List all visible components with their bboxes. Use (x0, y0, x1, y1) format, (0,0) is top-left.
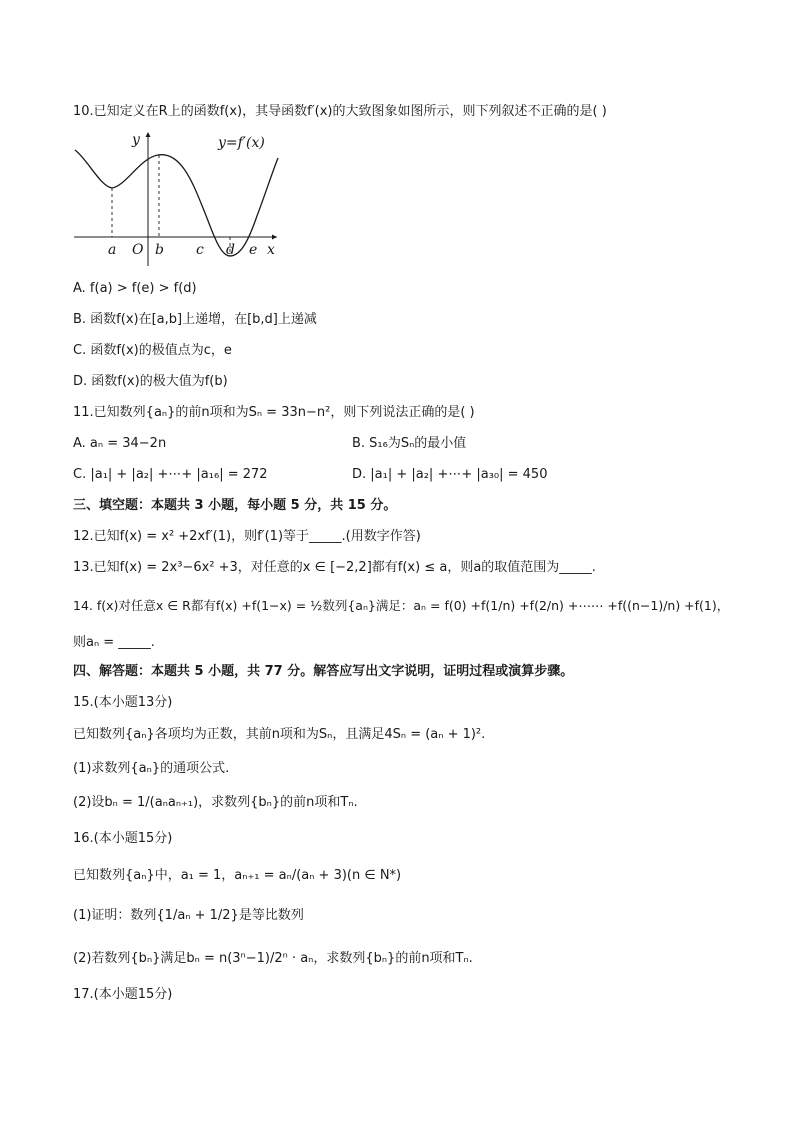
tick-label-b: b (155, 242, 164, 258)
curve-label: y=f′(x) (218, 135, 265, 151)
x-axis-arrow (272, 235, 277, 240)
question-13: 13.已知f(x) = 2x³−6x² +3，对任意的x ∈ [−2,2]都有f(x) ≤ a，则a的取值范围为_____. (73, 560, 596, 575)
derivative-curve (75, 150, 278, 256)
section-4-heading: 四、解答题：本题共 5 小题，共 77 分。解答应写出文字说明，证明过程或演算步骤。 (73, 664, 574, 679)
question-11-stem: 11.已知数列{aₙ}的前n项和为Sₙ = 33n−n²，则下列说法正确的是( ) (73, 405, 475, 420)
tick-label-e: e (249, 242, 258, 258)
question-10-option-a: A. f(a) > f(e) > f(d) (73, 281, 197, 296)
question-11-option-d: D. |a₁| + |a₂| +⋯+ |a₃₀| = 450 (352, 467, 548, 482)
question-15-header: 15.(本小题13分) (73, 695, 173, 710)
question-16-part-1: (1)证明：数列{1/aₙ + 1/2}是等比数列 (73, 908, 304, 923)
question-16-part-2: (2)若数列{bₙ}满足bₙ = n(3ⁿ−1)/2ⁿ · aₙ，求数列{bₙ}的前n项和Tₙ. (73, 951, 473, 966)
section-3-heading: 三、填空题：本题共 3 小题，每小题 5 分，共 15 分。 (73, 498, 397, 513)
tick-label-origin: O (132, 242, 144, 258)
question-10-option-b: B. 函数f(x)在[a,b]上递增，在[b,d]上递减 (73, 312, 317, 327)
tick-label-a: a (108, 242, 117, 258)
question-10-option-c: C. 函数f(x)的极值点为c，e (73, 343, 232, 358)
tick-label-d: d (226, 242, 235, 258)
derivative-graph (70, 128, 285, 270)
question-11-option-a: A. aₙ = 34−2n (73, 436, 167, 451)
question-16-stem: 已知数列{aₙ}中，a₁ = 1，aₙ₊₁ = aₙ/(aₙ + 3)(n ∈ N*) (73, 868, 402, 883)
y-axis-label: y (132, 132, 140, 148)
question-11-option-c: C. |a₁| + |a₂| +⋯+ |a₁₆| = 272 (73, 467, 268, 482)
tick-label-c: c (196, 242, 204, 258)
question-17-header: 17.(本小题15分) (73, 987, 173, 1002)
question-12: 12.已知f(x) = x² +2xf′(1)，则f′(1)等于_____.(用数字作答) (73, 529, 421, 544)
question-10-stem: 10.已知定义在R上的函数f(x)，其导函数f′(x)的大致图象如图所示，则下列叙述不正确的是( ) (73, 104, 607, 119)
x-axis-label: x (267, 242, 275, 258)
question-10-option-d: D. 函数f(x)的极大值为f(b) (73, 374, 228, 389)
question-15-part-2: (2)设bₙ = 1/(aₙaₙ₊₁)，求数列{bₙ}的前n项和Tₙ. (73, 795, 358, 810)
question-14-line-2: 则aₙ = _____. (73, 635, 155, 650)
question-11-option-b: B. S₁₆为Sₙ的最小值 (352, 436, 467, 451)
question-15-stem: 已知数列{aₙ}各项均为正数，其前n项和为Sₙ，且满足4Sₙ = (aₙ + 1)². (73, 727, 486, 742)
question-14-line-1: 14. f(x)对任意x ∈ R都有f(x) +f(1−x) = ½数列{aₙ}满足：aₙ = f(0) +f(1/n) +f(2/n) +⋯⋯ +f((n−1)/n) +f(1)， (73, 598, 730, 613)
y-axis-arrow (146, 132, 151, 137)
question-16-header: 16.(本小题15分) (73, 831, 173, 846)
question-15-part-1: (1)求数列{aₙ}的通项公式. (73, 761, 230, 776)
